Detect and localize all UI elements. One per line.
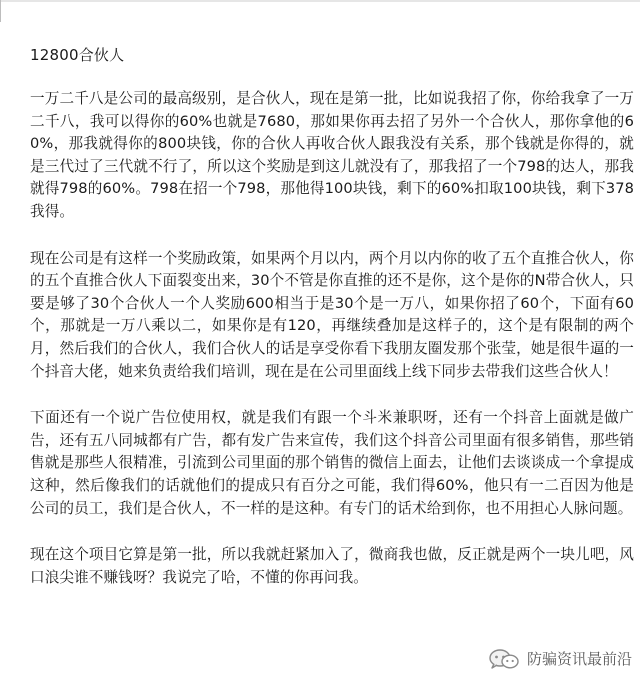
left-edge-mark: [0, 0, 1, 22]
document-title: 12800合伙人: [30, 46, 125, 64]
watermark-text: 防骗资讯最前沿: [526, 650, 632, 668]
wechat-icon: [487, 648, 521, 670]
watermark: [487, 648, 632, 670]
document-body: [30, 44, 634, 589]
paragraph-2: 现在公司是有这样一个奖励政策，如果两个月以内，两个月以内你的收了五个直推合伙人，你的五个直推合伙人下面裂变出来，30个不管是你直推的还不是你，这个是你的N带合伙人，只要是够了30个合伙人一个人奖励600相当于是30个是一万八，如果你招了60个，下面有60个，那就是一万八乘以二，如果你是有120，再继续叠加是这样子的，这个是有限制的两个月，然后我们的合伙人，我们合伙人的话是享受你看下我朋友圈发那个张莹，她是很牛逼的一个抖音大佬，她来负责给我们培训，现在是在公司里面线上线下同步去带我们这些合伙人！: [30, 249, 634, 380]
paragraph-4: 现在这个项目它算是第一批，所以我就赶紧加入了，微商我也做，反正就是两个一块儿吧，风口浪尖谁不赚钱呀？我说完了哈，不懂的你再问我。: [30, 546, 634, 586]
paragraph-3: 下面还有一个说广告位使用权，就是我们有跟一个斗米兼职呀，还有一个抖音上面就是做广告，还有五八同城都有广告，都有发广告来宣传，我们这个抖音公司里面有很多销售，那些销售就是那些人很精准，引流到公司里面的那个销售的微信上面去，让他们去谈谈成一个拿提成这种，然后像我们的话就他们的提成只有百分之可能，我们得60%，他只有一二百因为他是公司的员工，我们是合伙人，不一样的是这种。有专门的话术给到你，也不用担心人脉问题。: [30, 409, 634, 517]
paragraph-1: 一万二千八是公司的最高级别，是合伙人，现在是第一批，比如说我招了你，你给我拿了一万二千八，我可以得你的60%也就是7680，那如果你再去招了另外一个合伙人，那你拿他的60%，那我就得你的800块钱，你的合伙人再收合伙人跟我没有关系，那个钱就是你得的，就是三代过了三代就不行了，所以这个奖励是到这儿就没有了，那我招了一个798的达人，那我就得798的60%。798在招一个798，那他得100块钱，剩下的60%扣取100块钱，剩下378我得。: [30, 90, 634, 220]
top-border: [0, 0, 640, 2]
